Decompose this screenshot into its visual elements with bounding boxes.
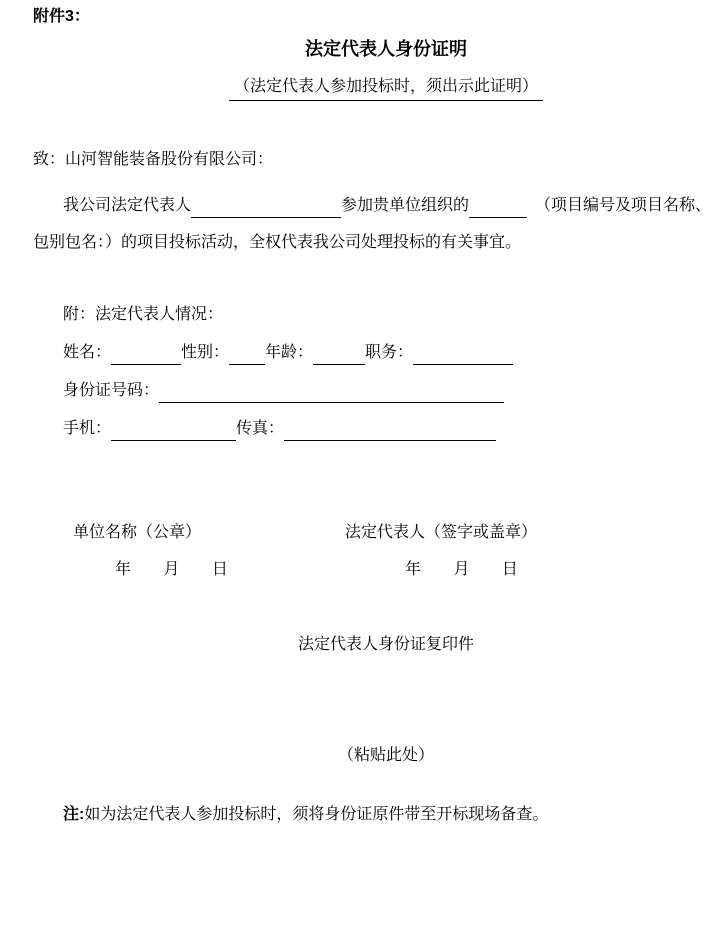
- body-paragraph-line2: 包别包名：）的项目投标活动，全权代表我公司处理投标的有关事宜。: [33, 234, 522, 251]
- addressee-line: 致：山河智能装备股份有限公司：: [33, 151, 274, 168]
- mobile-label: 手机：: [63, 420, 112, 437]
- name-blank[interactable]: [111, 347, 181, 365]
- name-label: 姓名：: [63, 344, 112, 361]
- project-name-blank[interactable]: [469, 200, 527, 218]
- fax-label: 传真：: [236, 420, 285, 437]
- age-label: 年龄：: [265, 344, 314, 361]
- gender-blank[interactable]: [229, 347, 265, 365]
- fax-blank[interactable]: [284, 423, 496, 441]
- body-line1-text1: 我公司法定代表人: [63, 197, 192, 214]
- document-subtitle: （法定代表人参加投标时，须出示此证明）: [229, 77, 543, 101]
- subtitle-band: [58, 77, 714, 101]
- position-label: 职务：: [365, 344, 414, 361]
- body-paragraph-line1: [63, 196, 711, 216]
- date-line-right: 年 月 日: [405, 561, 518, 578]
- rep-info-heading: 附：法定代表人情况：: [63, 306, 224, 323]
- id-number-blank[interactable]: [159, 385, 504, 403]
- id-number-row: [63, 381, 504, 401]
- body-line1-text3: （项目编号及项目名称、: [535, 197, 712, 214]
- company-seal-label: 单位名称（公章）: [73, 524, 202, 541]
- mobile-blank[interactable]: [111, 423, 236, 441]
- attachment-label: 附件3：: [33, 8, 90, 25]
- gender-label: 性别：: [181, 344, 230, 361]
- id-copy-title: 法定代表人身份证复印件: [297, 636, 474, 653]
- legal-rep-name-blank[interactable]: [191, 200, 341, 218]
- position-blank[interactable]: [413, 347, 513, 365]
- note-text: 如为法定代表人参加投标时，须将身份证原件带至开标现场备查。: [84, 806, 549, 823]
- phone-row: [63, 419, 496, 439]
- note-prefix: 注:: [63, 806, 85, 823]
- age-blank[interactable]: [313, 347, 365, 365]
- paste-here-label: （粘贴此处）: [337, 747, 434, 764]
- date-line-left: 年 月 日: [115, 561, 228, 578]
- body-line1-text2: 参加贵单位组织的: [341, 197, 470, 214]
- legal-rep-signature-label: 法定代表人（签字或盖章）: [345, 524, 538, 541]
- id-number-label: 身份证号码：: [63, 382, 160, 399]
- id-copy-band: [58, 635, 714, 655]
- name-row: [63, 343, 513, 363]
- note-line: [63, 805, 548, 825]
- document-title: 法定代表人身份证明: [305, 39, 467, 59]
- title-band: [58, 39, 714, 61]
- paste-here-band: [58, 746, 714, 766]
